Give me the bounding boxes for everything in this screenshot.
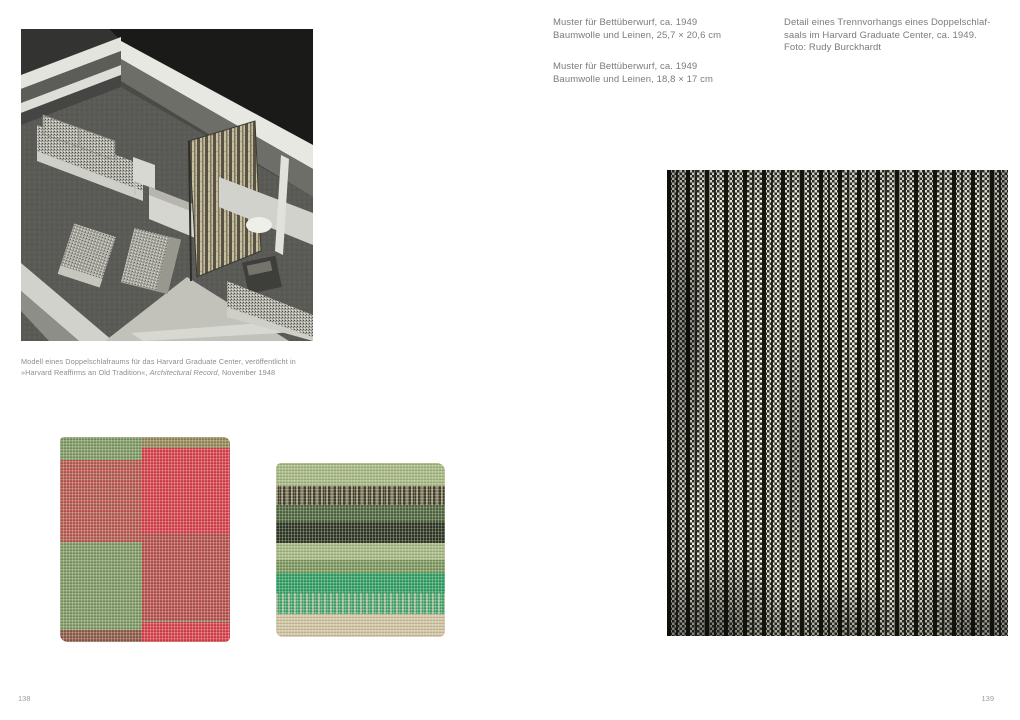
stripe-band-emerald (276, 573, 445, 594)
caption-bedspread-2 (553, 61, 768, 86)
caption-curtain-line3: Foto: Rudy Burckhardt (784, 42, 882, 53)
page-number-left: 138 (18, 694, 31, 703)
stripe-band-cream-bottom (276, 614, 445, 637)
stripe-band-light-green-mid (276, 543, 445, 560)
plaid-swatch (60, 437, 230, 642)
caption-curtain-line1: Detail eines Trennvorhangs eines Doppelschlaf- (784, 17, 991, 28)
caption-curtain-line2: saals im Harvard Graduate Center, ca. 1949. (784, 29, 977, 41)
caption-model-line2: »Harvard Reaffirms an Old Tradition«, Architectural Record, November 1948 (21, 368, 276, 377)
caption-curtain-photo (784, 17, 1014, 55)
model-photo-illustration (21, 29, 313, 341)
plaid-block-bottom-mix (60, 630, 142, 642)
caption-bedspread-1 (553, 17, 768, 42)
page-number-right: 139 (981, 694, 994, 703)
plaid-block-top-strip (142, 437, 230, 448)
caption-model-line1: Modell eines Doppelschlafraums für das Harvard Graduate Center, veröffentlicht in (21, 357, 296, 366)
stripe-band-black-check (276, 486, 445, 505)
pillow (246, 217, 272, 233)
model-photo (21, 29, 313, 341)
journal-title: Architectural Record (149, 368, 218, 377)
stripe-band-dark-green (276, 505, 445, 522)
bedspread-1-title: Muster für Bettüberwurf, ca. 1949 (553, 17, 698, 28)
stripe-band-mottled-green (276, 560, 445, 572)
stripe-band-deep-green (276, 522, 445, 543)
stripe-band-light-green-top (276, 463, 445, 486)
plaid-block-dark-mix (142, 533, 230, 621)
caption-column-bedspreads (553, 17, 768, 86)
striped-swatch (276, 463, 445, 637)
stripe-band-emerald-cream (276, 593, 445, 614)
plaid-block-red (142, 448, 230, 533)
plaid-block-mix-left (60, 460, 142, 542)
caption-model-photo (21, 356, 351, 378)
bedspread-1-materials: Baumwolle und Leinen, 25,7 × 20,6 cm (553, 29, 722, 41)
curtain-photo (667, 170, 1008, 636)
bedspread-2-title: Muster für Bettüberwurf, ca. 1949 (553, 61, 698, 72)
bedspread-2-materials: Baumwolle und Leinen, 18,8 × 17 cm (553, 73, 713, 85)
plaid-block-red-strip (142, 622, 230, 643)
